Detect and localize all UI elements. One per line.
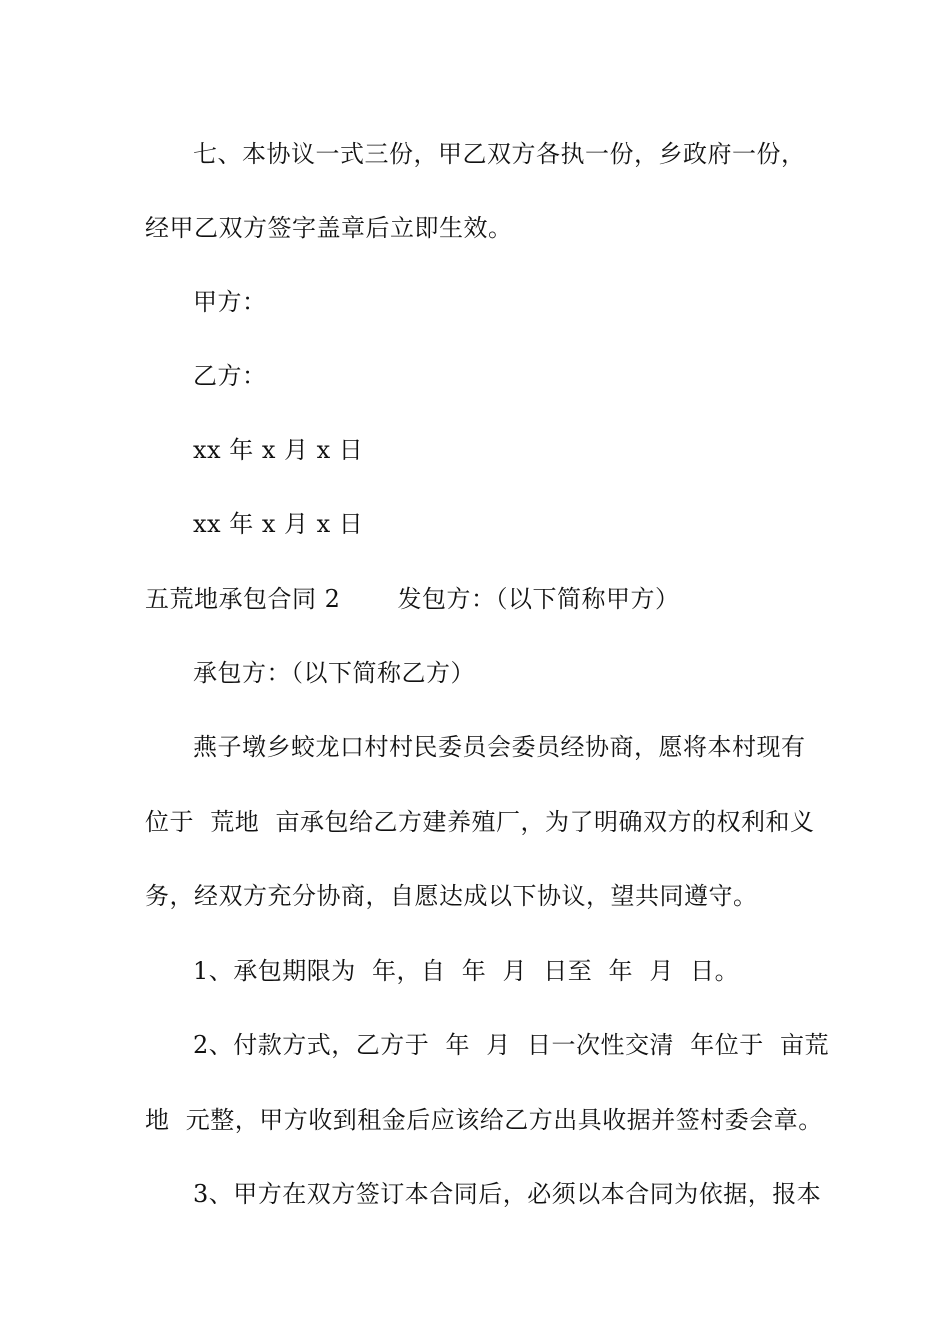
clause-one: 1、承包期限为 年，自 年 月 日至 年 月 日。: [193, 957, 740, 985]
clause-seven-line-1: 七、本协议一式三份，甲乙双方各执一份，乡政府一份，: [193, 140, 806, 168]
date-line-2: xx 年 x 月 x 日: [193, 510, 364, 538]
clause-three-line-1: 3、甲方在双方签订本合同后，必须以本合同为依据，报本: [193, 1180, 822, 1208]
contractor-line: 承包方：（以下简称乙方）: [193, 659, 475, 687]
party-a-label: 甲方：: [193, 288, 267, 316]
date-line-1: xx 年 x 月 x 日: [193, 436, 364, 464]
contract-heading: 五荒地承包合同 2 发包方：（以下简称甲方）: [145, 585, 680, 613]
intro-paragraph-line-1: 燕子墩乡蛟龙口村村民委员会委员经协商，愿将本村现有: [193, 733, 806, 761]
clause-two-line-2: 地 元整，甲方收到租金后应该给乙方出具收据并签村委会章。: [145, 1106, 823, 1134]
party-b-label: 乙方：: [193, 362, 267, 390]
intro-paragraph-line-3: 务，经双方充分协商，自愿达成以下协议，望共同遵守。: [145, 882, 758, 910]
clause-two-line-1: 2、付款方式，乙方于 年 月 日一次性交清 年位于 亩荒: [193, 1031, 830, 1059]
intro-paragraph-line-2: 位于 荒地 亩承包给乙方建养殖厂，为了明确双方的权利和义: [145, 808, 815, 836]
clause-seven-line-2: 经甲乙双方签字盖章后立即生效。: [145, 214, 513, 242]
